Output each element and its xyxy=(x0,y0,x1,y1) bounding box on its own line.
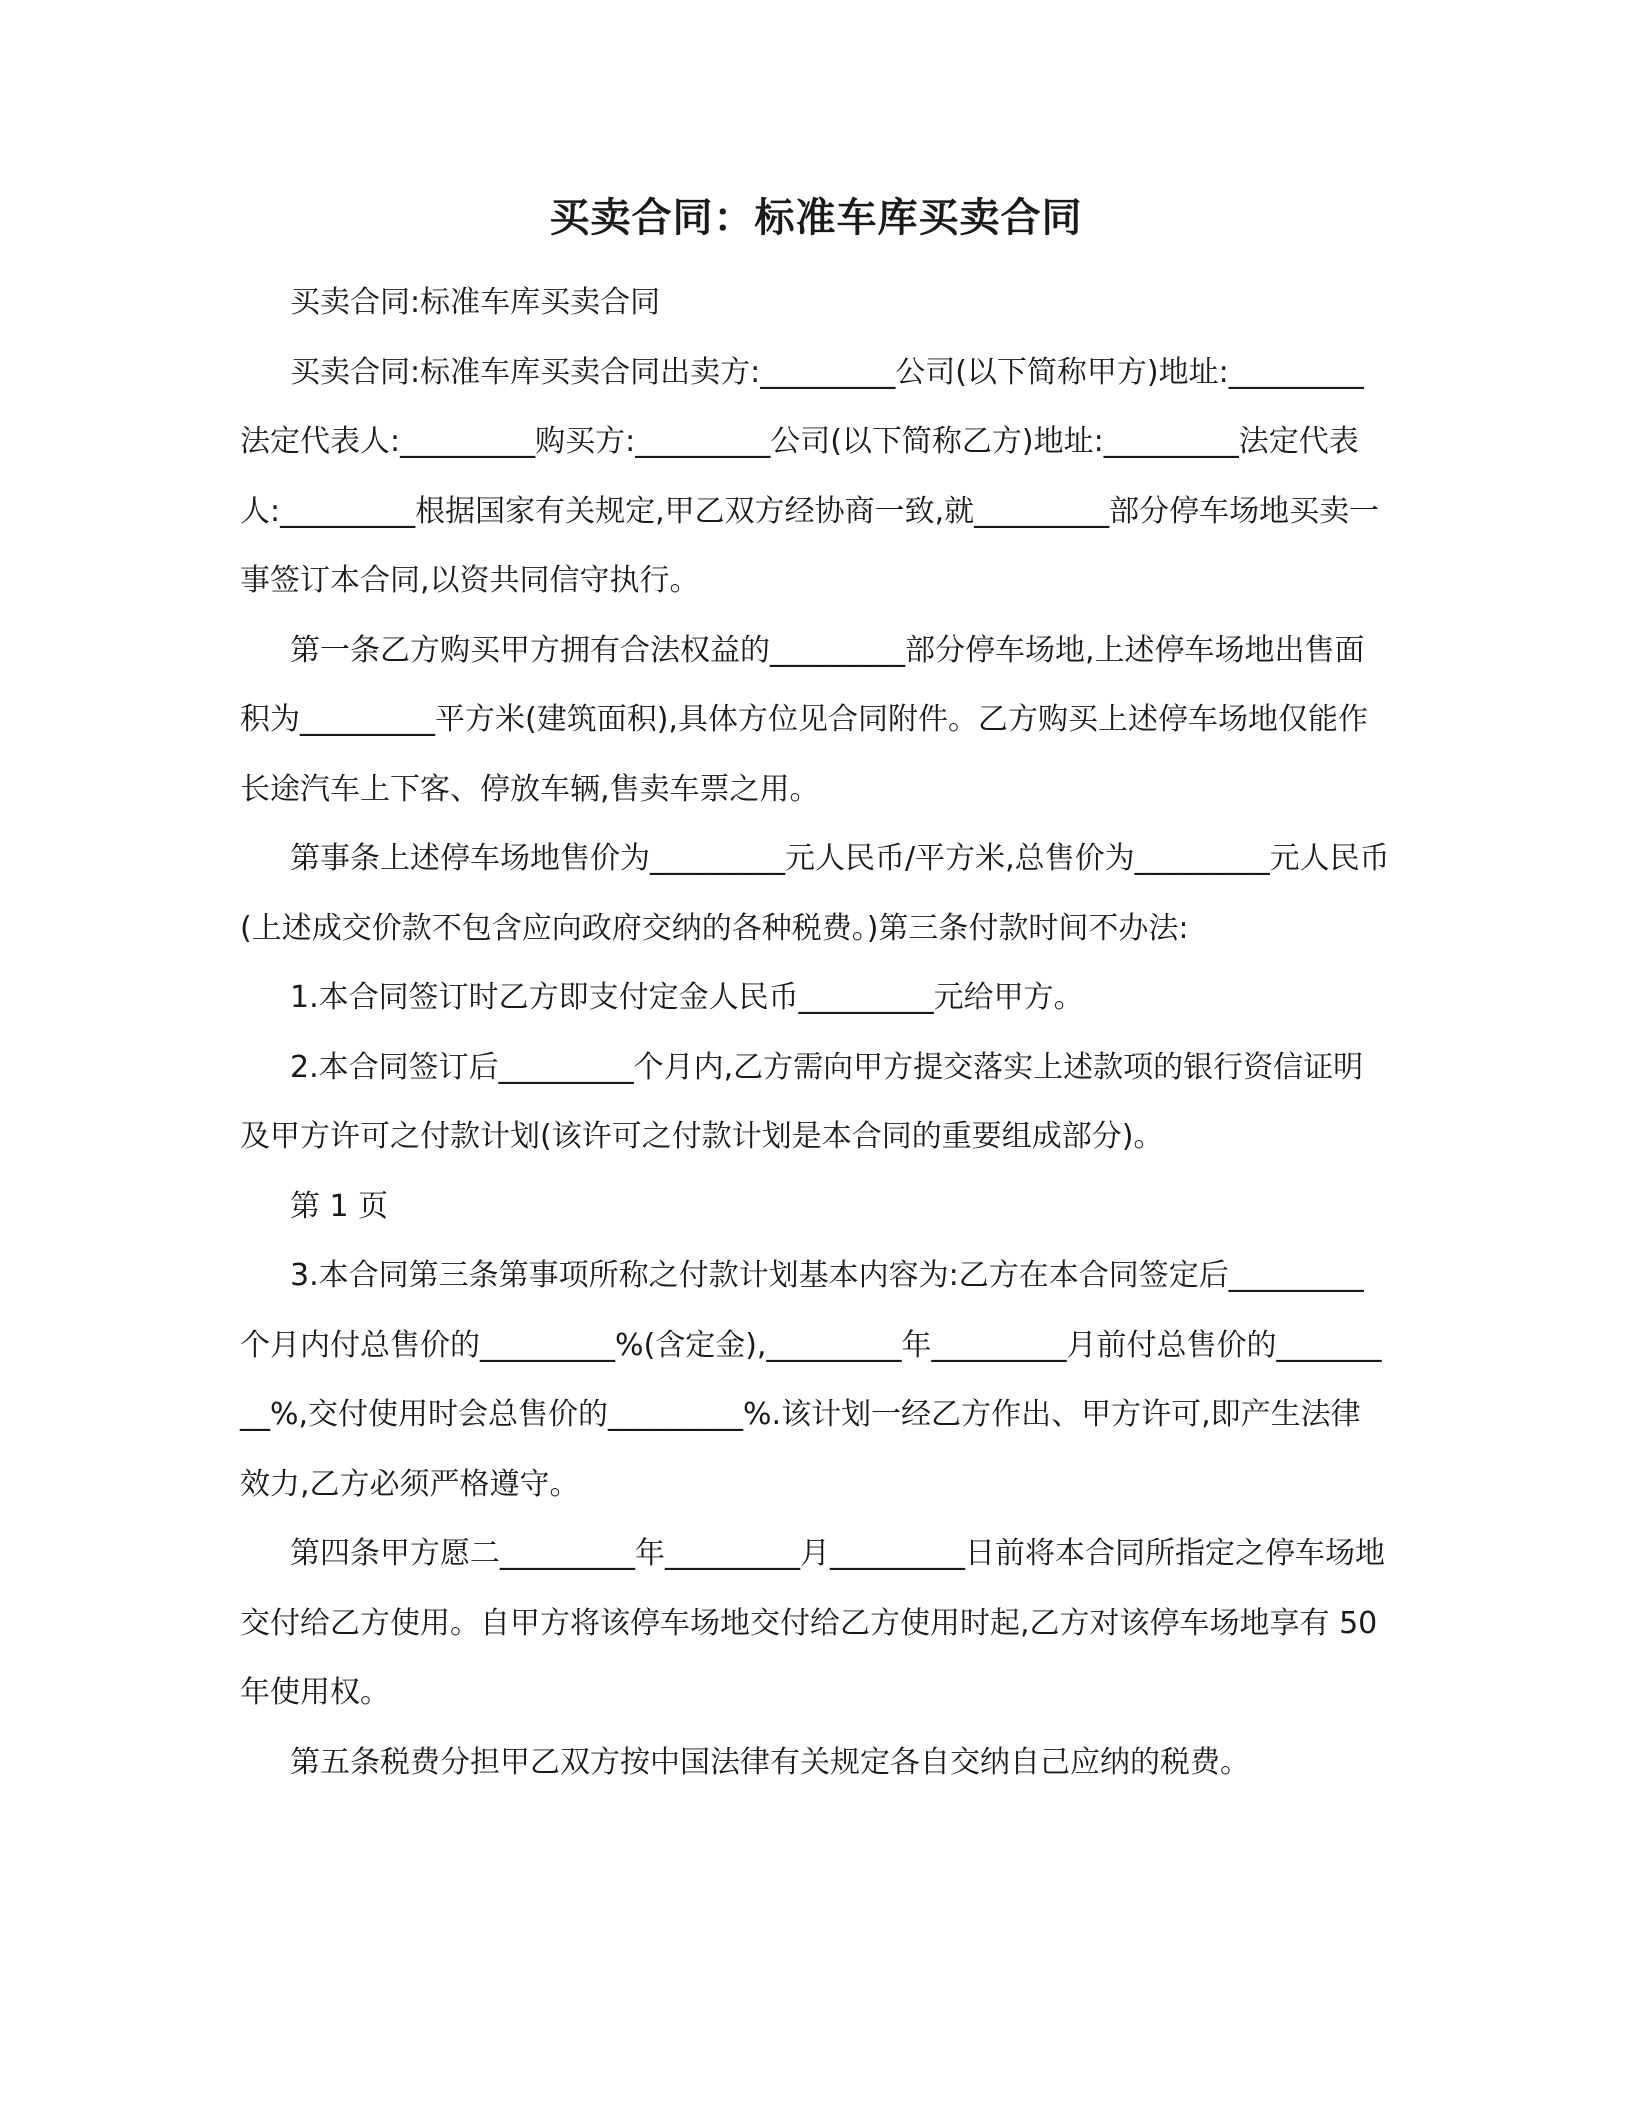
paragraph-article-5: 第五条税费分担甲乙双方按中国法律有关规定各自交纳自己应纳的税费。 xyxy=(290,1744,1250,1780)
paragraph-article-1: 第一条乙方购买甲方拥有合法权益的_________部分停车场地,上述停车场地出售面积为_________平方米(建筑面积),具体方位见合同附件。乙方购买上述停车场地仅能作长途汽车上下客、停放车辆,售卖车票之用。 xyxy=(240,632,1368,807)
paragraph-payment-3: 3.本合同第三条第事项所称之付款计划基本内容为:乙方在本合同签定后_________个月内付总售价的_________%(含定金),_________年_________月前付总售价的_________%,交付使用时会总售价的_________%.该计划一经乙方作出、甲方许可,即产生法律效力,乙方必须严格遵守。 xyxy=(240,1258,1382,1502)
page-number: 第 1 页 xyxy=(290,1188,389,1224)
paragraph-parties: 买卖合同:标准车库买卖合同出卖方:_________公司(以下简称甲方)地址:_________法定代表人:_________购买方:_________公司(以下简称乙方)地址:_________法定代表人:_________根据国家有关规定,甲乙双方经协商一致,就_________部分停车场地买卖一事签订本合同,以资共同信守执行。 xyxy=(240,354,1380,598)
paragraph-subtitle: 买卖合同:标准车库买卖合同 xyxy=(290,285,661,320)
document-body xyxy=(240,268,1390,1797)
paragraph-article-4: 第四条甲方愿二_________年_________月_________日前将本合同所指定之停车场地交付给乙方使用。自甲方将该停车场地交付给乙方使用时起,乙方对该停车场地享有 50 年使用权。 xyxy=(240,1536,1385,1710)
document-title: 买卖合同：标准车库买卖合同 xyxy=(549,195,1083,241)
paragraph-payment-2: 2.本合同签订后_________个月内,乙方需向甲方提交落实上述款项的银行资信证明及甲方许可之付款计划(该许可之付款计划是本合同的重要组成部分)。 xyxy=(240,1049,1364,1154)
paragraph-article-2: 第事条上述停车场地售价为_________元人民币/平方米,总售价为_________元人民币(上述成交价款不包含应向政府交纳的各种税费。)第三条付款时间不办法: xyxy=(240,841,1390,946)
paragraph-payment-1: 1.本合同签订时乙方即支付定金人民币_________元给甲方。 xyxy=(290,980,1084,1015)
